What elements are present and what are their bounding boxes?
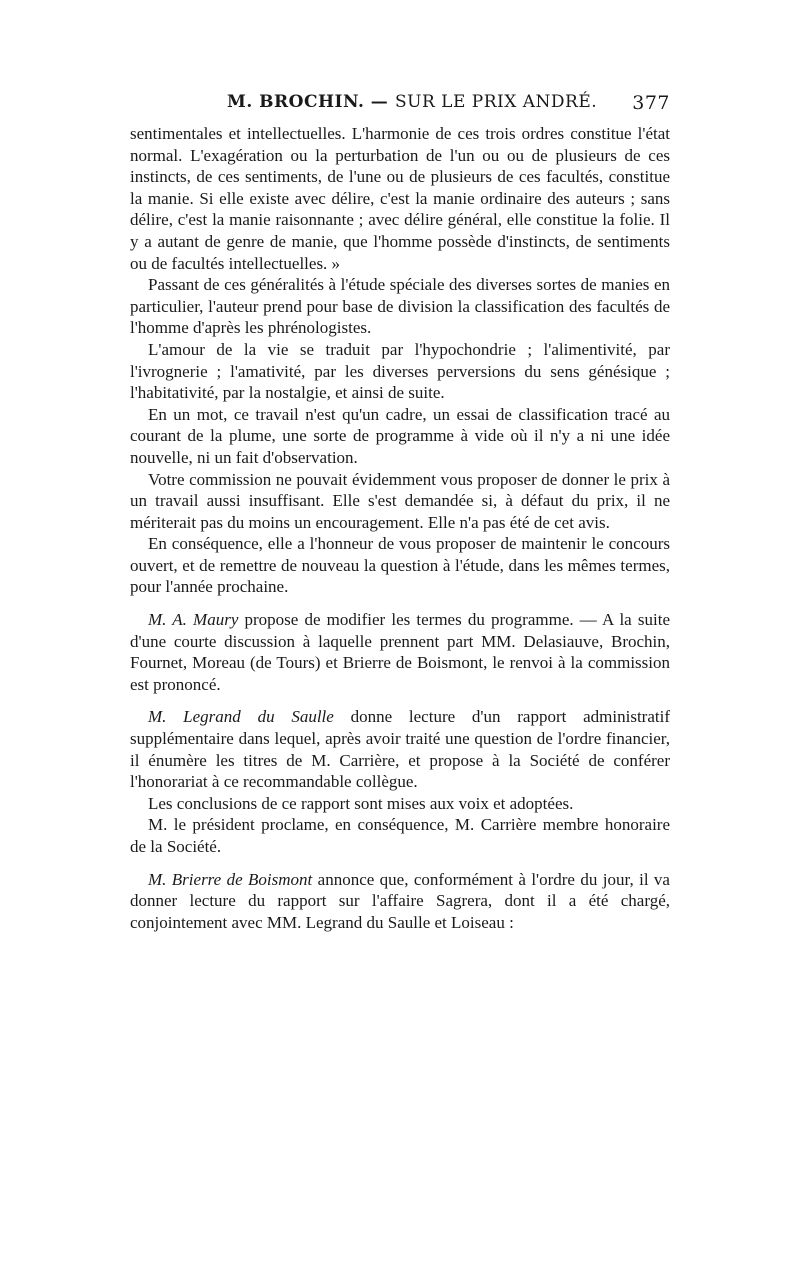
- running-head: [130, 92, 670, 118]
- body-text: [130, 123, 670, 933]
- paragraph: L'amour de la vie se traduit par l'hypochondrie ; l'alimentivité, par l'ivrognerie ; l'amativité, par les diverses perversions du sens génésique ; l'habitativité, par la nostalgie, et ainsi de suite.: [130, 339, 670, 403]
- speaker-name: M. Brierre de Boismont: [148, 869, 313, 889]
- paragraph: [130, 706, 670, 792]
- paragraph-text: propose de modifier les termes du programme. — A la suite d'une courte discussion à laquelle prennent part MM. Delasiauve, Brochin, Fournet, Moreau (de Tours) et Brierre de Boismont, le renvoi à la commission est prononcé.: [130, 610, 670, 694]
- speaker-name: M. Legrand du Saulle: [148, 707, 334, 727]
- speaker-name: M. A. Maury: [148, 610, 239, 630]
- paragraph: [130, 869, 670, 934]
- page-number: 377: [632, 92, 670, 114]
- paragraph: sentimentales et intellectuelles. L'harmonie de ces trois ordres constitue l'état normal. L'exagération ou la perturbation de l'un ou ou de plusieurs de ces instincts, de ces sentiments, de l'une ou de plusieurs de ces facultés, constitue la manie. Si elle existe avec délire, c'est la manie ordinaire des auteurs ; sans délire, c'est la manie raisonnante ; avec délire général, elle constitue la folie. Il y a autant de genre de manie, que l'homme possède d'instincts, de sentiments ou de facultés intellectuelles. »: [130, 124, 670, 273]
- paragraph: [130, 609, 670, 695]
- paragraph: M. le président proclame, en conséquence, M. Carrière membre honoraire de la Société.: [130, 815, 670, 856]
- paragraph: Les conclusions de ce rapport sont mises aux voix et adoptées.: [148, 793, 574, 813]
- paragraph: En un mot, ce travail n'est qu'un cadre, un essai de classification tracé au courant de la plume, une sorte de programme à vide où il n'y a ni une idée nouvelle, ni un fait d'observation.: [130, 404, 670, 467]
- paragraph: Votre commission ne pouvait évidemment vous proposer de donner le prix à un travail aussi insuffisant. Elle s'est demandée si, à défaut du prix, il ne mériterait pas du moins un encouragement. Elle n'a pas été de cet avis.: [130, 469, 670, 532]
- paragraph: Passant de ces généralités à l'étude spéciale des diverses sortes de manies en particulier, l'auteur prend pour base de division la classification des facultés de l'homme d'après les phrénologistes.: [130, 275, 670, 338]
- paragraph-text: donne lecture d'un rapport administratif supplémentaire dans lequel, après avoir traité une question de l'ordre financier, il énumère les titres de M. Carrière, et propose à la Société de conférer l'honorariat à ce recommandable collègue.: [130, 707, 670, 792]
- paragraph-text: annonce que, conformément à l'ordre du jour, il va donner lecture du rapport sur l'affaire Sagrera, dont il a été chargé, conjointement avec MM. Legrand du Saulle et Loiseau :: [130, 869, 670, 932]
- paragraph: En conséquence, elle a l'honneur de vous proposer de maintenir le concours ouvert, et de remettre de nouveau la question à l'étude, dans les mêmes termes, pour l'année prochaine.: [130, 534, 670, 597]
- header-title: SUR LE PRIX ANDRÉ.: [395, 92, 598, 112]
- header-author: M. BROCHIN. —: [227, 92, 389, 112]
